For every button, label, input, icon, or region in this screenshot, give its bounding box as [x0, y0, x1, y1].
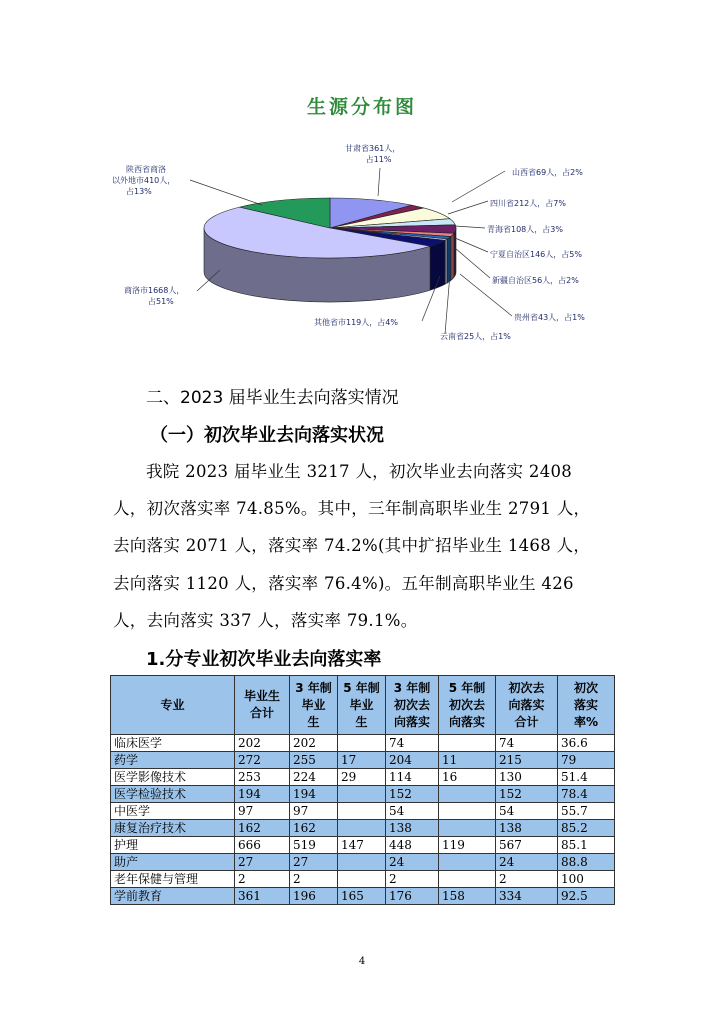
- table-cell: [439, 735, 496, 752]
- table-cell: 202: [235, 735, 290, 752]
- section-heading: 二、2023 届毕业生去向落实情况: [146, 388, 399, 408]
- table-cell: 79: [558, 752, 615, 769]
- pie-label-shangluo: 商洛市1668人， 占51%: [124, 286, 185, 306]
- table-cell: 24: [386, 854, 439, 871]
- table-cell: 17: [338, 752, 386, 769]
- table-cell: [338, 735, 386, 752]
- table-cell: 护理: [111, 837, 235, 854]
- table-cell: 康复治疗技术: [111, 820, 235, 837]
- table-row: [111, 837, 615, 854]
- table-row: [111, 735, 615, 752]
- column-header: 初次 落实 率%: [558, 676, 615, 735]
- table-cell: 74: [386, 735, 439, 752]
- table-cell: [439, 871, 496, 888]
- column-header: 3 年制 初次去 向落实: [386, 676, 439, 735]
- table-cell: 194: [235, 786, 290, 803]
- table-cell: 27: [290, 854, 338, 871]
- column-header: 专业: [111, 676, 235, 735]
- pie-chart: [0, 0, 724, 370]
- table-cell: 临床医学: [111, 735, 235, 752]
- table-cell: [338, 786, 386, 803]
- pie-side-4: [454, 228, 456, 277]
- table-cell: 97: [290, 803, 338, 820]
- table-cell: 88.8: [558, 854, 615, 871]
- table-cell: 176: [386, 888, 439, 905]
- pie-label-other: 其他省市119人，占4%: [314, 318, 398, 327]
- table-cell: 119: [439, 837, 496, 854]
- leader-line-3: [455, 226, 485, 228]
- table-cell: 162: [290, 820, 338, 837]
- table-cell: 130: [496, 769, 558, 786]
- table-cell: 204: [386, 752, 439, 769]
- table-cell: [338, 854, 386, 871]
- table-cell: 138: [386, 820, 439, 837]
- table-cell: 92.5: [558, 888, 615, 905]
- table-heading: 1.分专业初次毕业去向落实率: [146, 649, 382, 670]
- table-cell: 11: [439, 752, 496, 769]
- table-cell: [439, 803, 496, 820]
- pie-label-ningxia: 宁夏自治区146人，占5%: [490, 250, 582, 259]
- table-cell: 519: [290, 837, 338, 854]
- table-cell: 158: [439, 888, 496, 905]
- table-cell: 16: [439, 769, 496, 786]
- page-number: 4: [358, 956, 366, 967]
- table-cell: 666: [235, 837, 290, 854]
- leader-line-0: [378, 168, 380, 196]
- table-cell: [439, 820, 496, 837]
- pie-side-6: [447, 237, 450, 283]
- table-row: [111, 786, 615, 803]
- table-cell: 194: [290, 786, 338, 803]
- table-row: [111, 769, 615, 786]
- table-cell: 2: [496, 871, 558, 888]
- column-header: 毕业生 合计: [235, 676, 290, 735]
- chart-title: 生源分布图: [306, 96, 417, 118]
- table-row: [111, 871, 615, 888]
- table-cell: 138: [496, 820, 558, 837]
- table-cell: 100: [558, 871, 615, 888]
- table-cell: 29: [338, 769, 386, 786]
- pie-label-gansu: 甘肃省361人， 占11%: [345, 144, 401, 164]
- table-cell: 334: [496, 888, 558, 905]
- table-cell: [338, 803, 386, 820]
- table-cell: 医学影像技术: [111, 769, 235, 786]
- pie-label-sichuan: 四川省212人，占7%: [490, 199, 566, 208]
- table-cell: 中医学: [111, 803, 235, 820]
- table-cell: 54: [496, 803, 558, 820]
- pie-side-5: [451, 233, 454, 280]
- table-cell: 165: [338, 888, 386, 905]
- column-header: 3 年制 毕业 生: [290, 676, 338, 735]
- table-row: [111, 803, 615, 820]
- table-cell: 114: [386, 769, 439, 786]
- table-cell: 老年保健与管理: [111, 871, 235, 888]
- table-cell: 255: [290, 752, 338, 769]
- table-cell: 147: [338, 837, 386, 854]
- table-cell: 85.1: [558, 837, 615, 854]
- table-row: [111, 888, 615, 905]
- table-cell: 助产: [111, 854, 235, 871]
- table-row: [111, 820, 615, 837]
- table-cell: 202: [290, 735, 338, 752]
- table-cell: 253: [235, 769, 290, 786]
- table-cell: 152: [386, 786, 439, 803]
- table-cell: 2: [290, 871, 338, 888]
- column-header: 初次去 向落实 合计: [496, 676, 558, 735]
- table-cell: 2: [386, 871, 439, 888]
- table-cell: [338, 820, 386, 837]
- table-cell: 85.2: [558, 820, 615, 837]
- paragraph-line: 人，去向落实 337 人，落实率 79.1%。: [113, 611, 418, 630]
- graduation-rate-table: [110, 675, 615, 905]
- table-cell: 567: [496, 837, 558, 854]
- table-cell: 学前教育: [111, 888, 235, 905]
- paragraph-line: 去向落实 1120 人，落实率 76.4%)。五年制高职毕业生 426: [113, 574, 574, 593]
- paragraph-line: 人，初次落实率 74.85%。其中，三年制高职毕业生 2791 人，: [113, 499, 591, 518]
- table-cell: [439, 854, 496, 871]
- table-cell: 196: [290, 888, 338, 905]
- table-cell: 152: [496, 786, 558, 803]
- table-row: [111, 752, 615, 769]
- table-cell: 36.6: [558, 735, 615, 752]
- pie-label-shanxi: 山西省69人，占2%: [512, 168, 583, 177]
- pie-label-xinjiang: 新疆自治区56人，占2%: [492, 276, 579, 285]
- table-cell: 97: [235, 803, 290, 820]
- table-cell: [439, 786, 496, 803]
- pie-label-shaanxi-other: 陕西省商洛 以外地市410人， 占13%: [112, 165, 176, 196]
- leader-line-4: [455, 238, 488, 252]
- table-cell: 54: [386, 803, 439, 820]
- table-cell: 162: [235, 820, 290, 837]
- table-cell: 27: [235, 854, 290, 871]
- paragraph-line: 去向落实 2071 人，落实率 74.2%(其中扩招毕业生 1468 人，: [113, 536, 591, 555]
- table-cell: 361: [235, 888, 290, 905]
- table-cell: 24: [496, 854, 558, 871]
- leader-line-2: [448, 201, 488, 214]
- table-row: [111, 854, 615, 871]
- table-cell: 74: [496, 735, 558, 752]
- table-cell: 医学检验技术: [111, 786, 235, 803]
- table-cell: 215: [496, 752, 558, 769]
- table-cell: 272: [235, 752, 290, 769]
- table-header-row: [111, 676, 615, 735]
- pie-label-qinghai: 青海省108人，占3%: [487, 225, 563, 234]
- table-cell: 78.4: [558, 786, 615, 803]
- leader-line-5: [455, 248, 490, 278]
- paragraph-line: 我院 2023 届毕业生 3217 人，初次毕业去向落实 2408: [146, 462, 573, 481]
- column-header: 5 年制 初次去 向落实: [439, 676, 496, 735]
- table-cell: 448: [386, 837, 439, 854]
- column-header: 5 年制 毕业 生: [338, 676, 386, 735]
- subsection-heading: （一）初次毕业去向落实状况: [150, 425, 384, 446]
- leader-line-10: [190, 180, 262, 205]
- table-cell: 224: [290, 769, 338, 786]
- table-cell: 2: [235, 871, 290, 888]
- pie-side-7: [445, 239, 447, 284]
- pie-label-yunnan: 云南省25人，占1%: [440, 332, 511, 341]
- table-cell: 51.4: [558, 769, 615, 786]
- table-cell: 药学: [111, 752, 235, 769]
- table-cell: [338, 871, 386, 888]
- pie-label-guizhou: 贵州省43人，占1%: [514, 313, 585, 322]
- table-cell: 55.7: [558, 803, 615, 820]
